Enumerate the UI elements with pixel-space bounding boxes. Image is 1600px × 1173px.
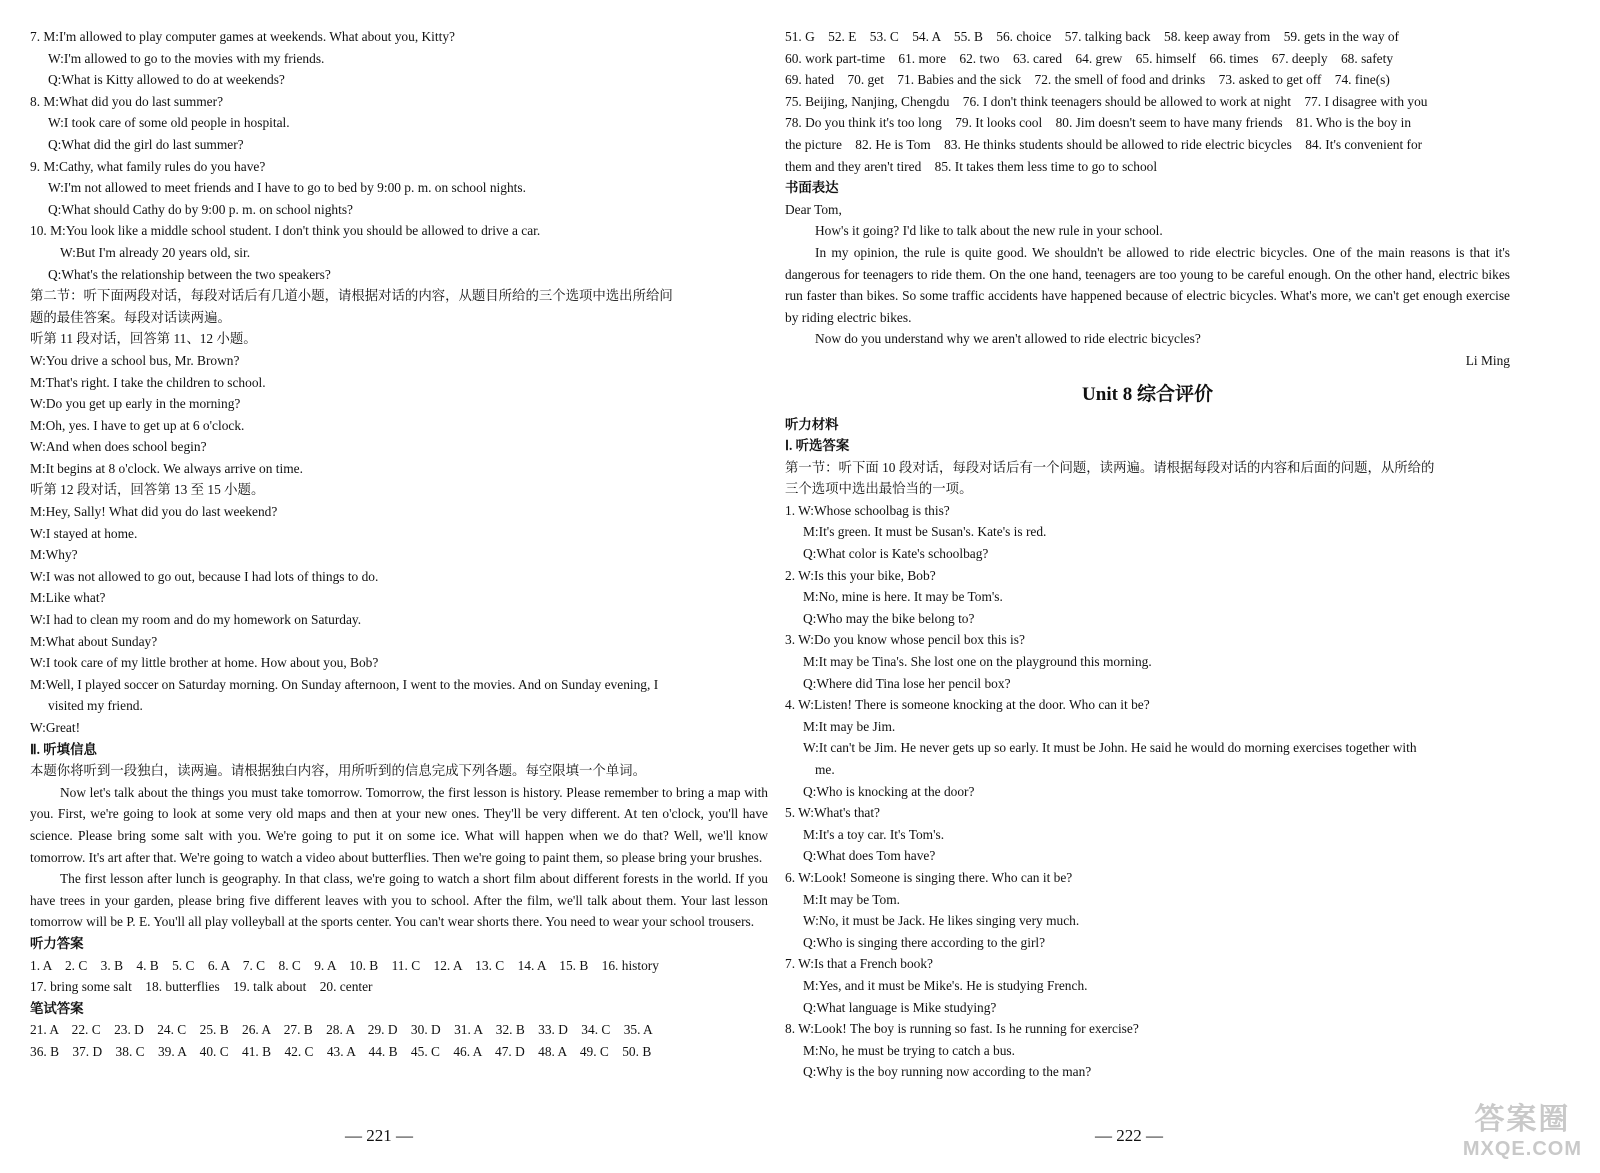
text-line: W:I took care of some old people in hospital. (48, 115, 290, 131)
text-line: W:And when does school begin? (30, 439, 207, 455)
text-line: Q:What's the relationship between the two speakers? (48, 266, 331, 282)
text-line: 3. W:Do you know whose pencil box this is? (785, 632, 1025, 648)
text-line: 听第 12 段对话，回答第 13 至 15 小题。 (30, 482, 265, 498)
section-heading: Ⅱ. 听填信息 (30, 741, 97, 757)
paragraph: Now let's talk about the things you must take tomorrow. Tomorrow, the first lesson is history. Please remember to bring a map with you. First, we're going to look at some very old maps and then at your new ones. They'll be very different. At ten o'clock, you'll have science. Please bring some salt with you. We're going to put it on some ice. What will happen when we do that? Well, we'll know tomorrow. It's art after that. We're going to watch a video about butterflies. Then we're going to paint them, so please bring your brushes. (30, 784, 768, 865)
text-line: Q:What is Kitty allowed to do at weekends? (48, 72, 285, 88)
listening-material (785, 414, 1510, 1083)
text-line: 第一节：听下面 10 段对话，每段对话后有一个问题，读两遍。请根据每段对话的内容和后面的问题，从所给的 (785, 459, 1435, 475)
section-heading: Ⅰ. 听选答案 (785, 438, 850, 454)
watermark-top: 答案圈 (1474, 1103, 1571, 1136)
text-line: Q:What language is Mike studying? (803, 999, 997, 1015)
text-line: 听第 11 段对话，回答第 11、12 小题。 (30, 331, 257, 347)
paragraph: Now do you understand why we aren't allowed to ride electric bicycles? (815, 331, 1201, 347)
answers-and-writing (785, 26, 1510, 372)
text-line: W:It can't be Jim. He never gets up so early. It must be John. He said he would do morning exercises together with (803, 740, 1417, 756)
text-line: M:Oh, yes. I have to get up at 6 o'clock. (30, 417, 245, 433)
text-line: Q:What should Cathy do by 9:00 p. m. on school nights? (48, 201, 353, 217)
text-line: W:Great! (30, 720, 81, 735)
text-line: Q:What color is Kate's schoolbag? (803, 546, 989, 562)
text-line: Q:Where did Tina lose her pencil box? (803, 675, 1011, 691)
section-heading: 笔试答案 (30, 1000, 84, 1016)
text-line: M:It begins at 8 o'clock. We always arrive on time. (30, 460, 303, 476)
text-line: 题的最佳答案。每段对话读两遍。 (30, 309, 231, 325)
text-line: W:No, it must be Jack. He likes singing very much. (803, 913, 1080, 929)
text-line: W:I'm allowed to go to the movies with my friends. (48, 50, 325, 66)
text-line: M:Like what? (30, 590, 106, 606)
watermark-bottom: MXQE.COM (1462, 1138, 1582, 1160)
text-line: Dear Tom, (785, 201, 842, 217)
page-number-right: — 222 — (1095, 1126, 1163, 1145)
text-line: 10. M:You look like a middle school student. I don't think you should be allowed to drive a car. (30, 223, 541, 239)
text-line: them and they aren't tired 85. It takes them less time to go to school (785, 158, 1158, 174)
text-line: 1. W:Whose schoolbag is this? (785, 502, 950, 518)
text-line: Q:What does Tom have? (803, 848, 936, 864)
text-line: 本题你将听到一段独白，读两遍。请根据独白内容，用所听到的信息完成下列各题。每空限填一个单词。 (30, 763, 646, 779)
text-line: M:It's green. It must be Susan's. Kate's is red. (803, 524, 1047, 540)
text-line: M:Well, I played soccer on Saturday morning. On Sunday afternoon, I went to the movies. And on Sunday evening, I (30, 676, 659, 692)
text-line: M:It may be Tom. (803, 891, 901, 907)
text-line: me. (815, 762, 835, 777)
right-column (785, 26, 1510, 1083)
text-line: M:What about Sunday? (30, 633, 158, 649)
text-line: W:I stayed at home. (30, 525, 138, 541)
text-line: 36. B 37. D 38. C 39. A 40. C 41. B 42. C 43. A 44. B 45. C 46. A 47. D 48. A 49. C 50. B (30, 1043, 652, 1059)
paragraph: How's it going? I'd like to talk about the new rule in your school. (815, 223, 1163, 239)
text-line: W:Do you get up early in the morning? (30, 396, 241, 412)
text-line: M:It may be Tina's. She lost one on the playground this morning. (803, 654, 1152, 670)
section-heading: 听力答案 (30, 935, 84, 951)
text-line: 7. W:Is that a French book? (785, 956, 934, 972)
text-line: M:It may be Jim. (803, 718, 896, 734)
text-line: 21. A 22. C 23. D 24. C 25. B 26. A 27. B 28. A 29. D 30. D 31. A 32. B 33. D 34. C 35. A (30, 1022, 653, 1038)
text-line: Q:Who is knocking at the door? (803, 783, 975, 799)
text-line: W:I had to clean my room and do my homework on Saturday. (30, 612, 362, 628)
text-line: 1. A 2. C 3. B 4. B 5. C 6. A 7. C 8. C 9. A 10. B 11. C 12. A 13. C 14. A 15. B 16. history (30, 957, 659, 973)
text-line: M:No, mine is here. It may be Tom's. (803, 589, 1003, 605)
paragraph: The first lesson after lunch is geography. In that class, we're going to watch a short film about different forests in the world. If you have trees in your garden, please bring five different leaves with you to school. After the film, we'll talk about them. Your last lesson tomorrow will be P. E. You'll all play volleyball at the sports center. You can't wear shorts there. You need to wear your school trousers. (30, 871, 768, 930)
section-heading: 听力材料 (785, 416, 839, 432)
paragraph: In my opinion, the rule is quite good. We shouldn't be allowed to ride electric bicycles. One of the main reasons is that it's dangerous for teenagers to ride them. On the one hand, teenagers are too young to be careful enough. On the other hand, electric bikes run faster than bikes. So some traffic accidents have happened because of electric bicycles. What's more, we can't get enough exercise by riding electric bikes. (785, 244, 1510, 325)
text-line: 2. W:Is this your bike, Bob? (785, 567, 936, 583)
text-line: 第二节：听下面两段对话，每段对话后有几道小题，请根据对话的内容，从题目所给的三个选项中选出所给问 (30, 288, 673, 304)
page-number-left: — 221 — (345, 1126, 413, 1145)
text-line: 51. G 52. E 53. C 54. A 55. B 56. choice 57. talking back 58. keep away from 59. gets in the way of (785, 29, 1400, 44)
text-line: M:Why? (30, 547, 78, 563)
text-line: 69. hated 70. get 71. Babies and the sick 72. the smell of food and drinks 73. asked to get off 74. fine(s) (785, 72, 1390, 88)
text-line: 三个选项中选出最恰当的一项。 (785, 481, 973, 497)
left-column (30, 26, 768, 1063)
text-line: Q:Why is the boy running now according to the man? (803, 1064, 1092, 1080)
text-line: 60. work part-time 61. more 62. two 63. cared 64. grew 65. himself 66. times 67. deeply 68. safety (785, 50, 1394, 66)
text-line: M:That's right. I take the children to school. (30, 374, 266, 390)
text-line: W:But I'm already 20 years old, sir. (60, 244, 251, 260)
text-line: Q:Who is singing there according to the girl? (803, 934, 1046, 950)
text-line: Li Ming (1465, 352, 1510, 368)
text-line: W:You drive a school bus, Mr. Brown? (30, 352, 240, 368)
text-line: 8. W:Look! The boy is running so fast. Is he running for exercise? (785, 1021, 1139, 1037)
text-line: visited my friend. (48, 698, 143, 714)
text-line: Q:Who may the bike belong to? (803, 610, 975, 626)
text-line: M:Yes, and it must be Mike's. He is studying French. (803, 977, 1088, 993)
text-line: 8. M:What did you do last summer? (30, 93, 224, 109)
text-line: 17. bring some salt 18. butterflies 19. talk about 20. center (30, 979, 373, 995)
text-line: M:Hey, Sally! What did you do last weekend? (30, 504, 278, 520)
text-line: 5. W:What's that? (785, 805, 881, 821)
text-line: W:I took care of my little brother at home. How about you, Bob? (30, 655, 379, 671)
text-line: 7. M:I'm allowed to play computer games at weekends. What about you, Kitty? (30, 29, 455, 44)
text-line: W:I was not allowed to go out, because I had lots of things to do. (30, 568, 379, 584)
text-line: the picture 82. He is Tom 83. He thinks students should be allowed to ride electric bicycles 84. It's convenient for (785, 136, 1423, 152)
text-line: M:It's a toy car. It's Tom's. (803, 826, 945, 842)
text-line: Q:What did the girl do last summer? (48, 136, 244, 152)
section-heading: 书面表达 (785, 180, 839, 196)
text-line: M:No, he must be trying to catch a bus. (803, 1042, 1015, 1058)
text-line: W:I'm not allowed to meet friends and I have to go to bed by 9:00 p. m. on school nights. (48, 180, 526, 196)
text-line: 75. Beijing, Nanjing, Chengdu 76. I don't think teenagers should be allowed to work at night 77. I disagree with you (785, 93, 1428, 109)
text-line: 9. M:Cathy, what family rules do you have? (30, 158, 266, 174)
unit-title: Unit 8 综合评价 (1082, 383, 1213, 405)
text-line: 4. W:Listen! There is someone knocking at the door. Who can it be? (785, 697, 1150, 713)
text-line: 6. W:Look! Someone is singing there. Who can it be? (785, 869, 1073, 885)
text-line: 78. Do you think it's too long 79. It looks cool 80. Jim doesn't seem to have many friends 81. Who is the boy in (785, 115, 1412, 131)
watermark-logo (1463, 1094, 1582, 1161)
